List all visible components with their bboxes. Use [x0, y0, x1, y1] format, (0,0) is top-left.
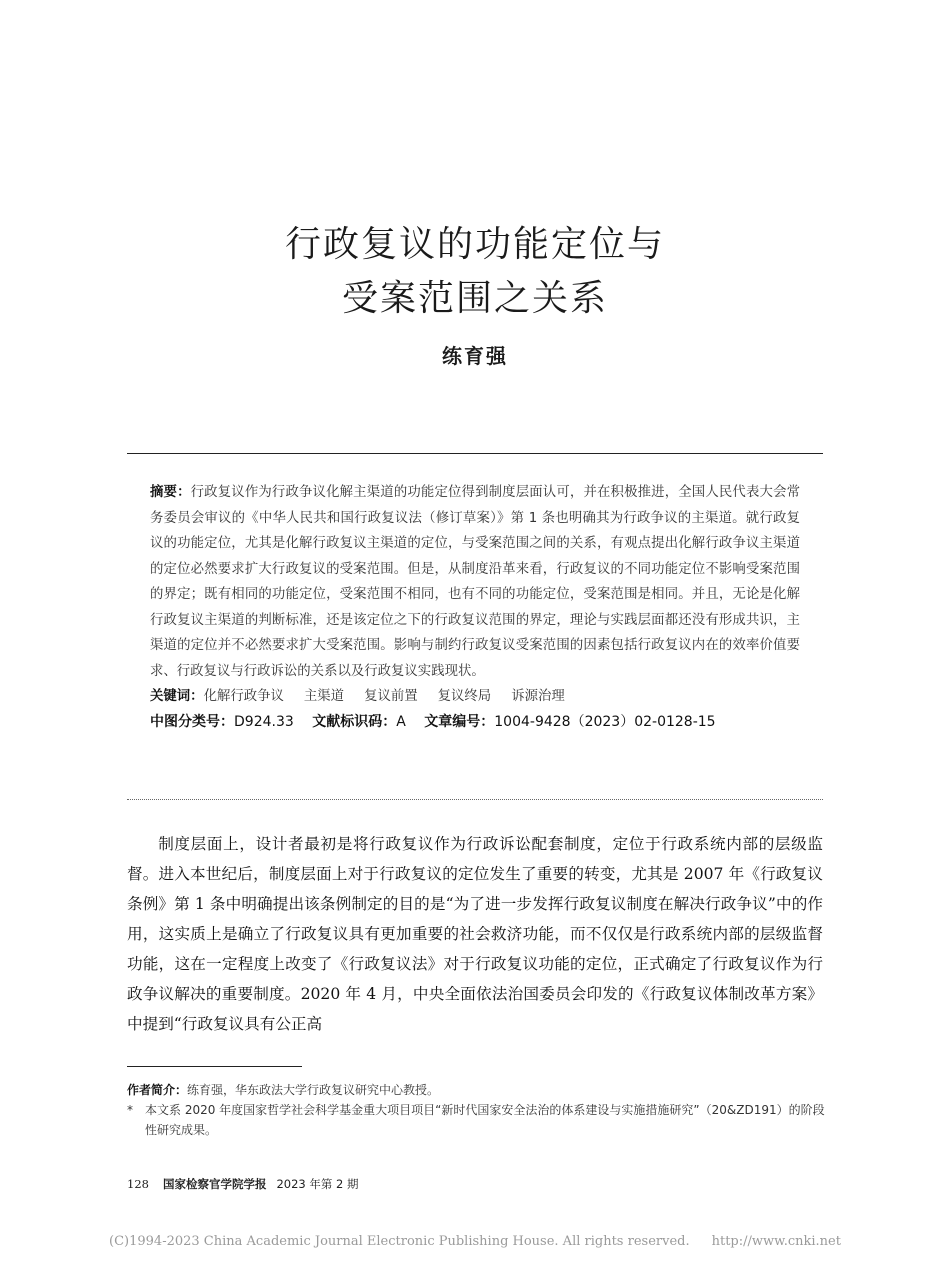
keyword-item: 诉源治理: [511, 689, 565, 704]
keyword-item: 复议前置: [364, 689, 418, 704]
clc-label: 中图分类号：: [150, 713, 234, 730]
keyword-item: 主渠道: [303, 689, 345, 704]
abstract-label: 摘要：: [150, 485, 191, 500]
copyright-text: (C)1994-2023 China Academic Journal Electronic Publishing House. All rights reserved.: [109, 1234, 690, 1249]
abstract-text: 行政复议作为行政争议化解主渠道的功能定位得到制度层面认可，并在积极推进，全国人民代表大会常务委员会审议的《中华人民共和国行政复议法（修订草案）》第 1 条也明确其为行政争议的主渠道。就行政复议的功能定位，尤其是化解行政复议主渠道的定位，与受案范围之间的关系，有观点提出化解行政争议主渠道的定位必然要求扩大行政复议的受案范围。但是，从制度沿革来看，行政复议的不同功能定位不影响受案范围的界定；既有相同的功能定位，受案范围不相同，也有不同的功能定位，受案范围是相同。并且，无论是化解行政复议主渠道的判断标准，还是该定位之下的行政复议范围的界定，理论与实践层面都还没有形成共识，主渠道的定位并不必然要求扩大受案范围。影响与制约行政复议受案范围的因素包括行政复议内在的效率价值要求、行政复议与行政诉讼的关系以及行政复议实践现状。: [150, 485, 801, 679]
article-number-label: 文章编号：: [424, 713, 495, 730]
body-paragraph: 制度层面上，设计者最初是将行政复议作为行政诉讼配套制度，定位于行政系统内部的层级监督。进入本世纪后，制度层面上对于行政复议的定位发生了重要的转变，尤其是 2007 年《行政复议条例》第 1 条中明确提出该条例制定的目的是“为了进一步发挥行政复议制度在解决行政争议”中的作用，这实质上是确立了行政复议具有更加重要的社会救济功能，而不仅仅是行政系统内部的层级监督功能，这在一定程度上改变了《行政复议法》对于行政复议功能的定位，正式确定了行政复议作为行政争议解决的重要制度。2020 年 4 月，中央全面依法治国委员会印发的《行政复议体制改革方案》中提到“行政复议具有公正高: [127, 835, 823, 1033]
footnotes: [127, 1080, 827, 1140]
author-bio-label: 作者简介：: [127, 1083, 188, 1097]
keyword-item: 化解行政争议: [203, 689, 284, 704]
classification-line: [150, 710, 800, 736]
keyword-item: 复议终局: [437, 689, 492, 704]
journal-issue: 2023 年第 2 期: [276, 1177, 359, 1191]
fund-note-text: 本文系 2020 年度国家哲学社会科学基金重大项目项目“新时代国家安全法治的体系建设与实施措施研究”（20&ZD191）的阶段性研究成果。: [145, 1103, 825, 1137]
author-bio-text: 练育强，华东政法大学行政复议研究中心教授。: [187, 1083, 440, 1097]
dotted-divider: [127, 799, 823, 800]
journal-name: 国家检察官学院学报: [162, 1177, 267, 1191]
title-line-2: 受案范围之关系: [341, 278, 608, 319]
doc-code-label: 文献标识码：: [312, 713, 397, 730]
author-name: 练育强: [442, 344, 508, 368]
asterisk-mark: *: [127, 1103, 133, 1117]
top-divider: [127, 453, 823, 454]
cnki-link[interactable]: http://www.cnki.net: [711, 1234, 841, 1249]
doc-code-value: A: [396, 713, 406, 730]
clc-value: D924.33: [234, 713, 294, 730]
keywords-label: 关键词：: [150, 689, 204, 704]
author-bio: [127, 1080, 827, 1100]
article-title: [0, 218, 950, 326]
abstract-section: [150, 480, 800, 735]
fund-note: [127, 1100, 827, 1140]
keywords: [150, 684, 800, 710]
article-number-value: 1004-9428（2023）02-0128-15: [494, 713, 716, 730]
title-line-1: 行政复议的功能定位与: [284, 224, 665, 265]
page-footer: [127, 1176, 359, 1192]
abstract: [150, 480, 800, 684]
footnote-divider: [127, 1066, 302, 1067]
page-number: 128: [127, 1177, 149, 1191]
copyright-line: [0, 1234, 950, 1249]
